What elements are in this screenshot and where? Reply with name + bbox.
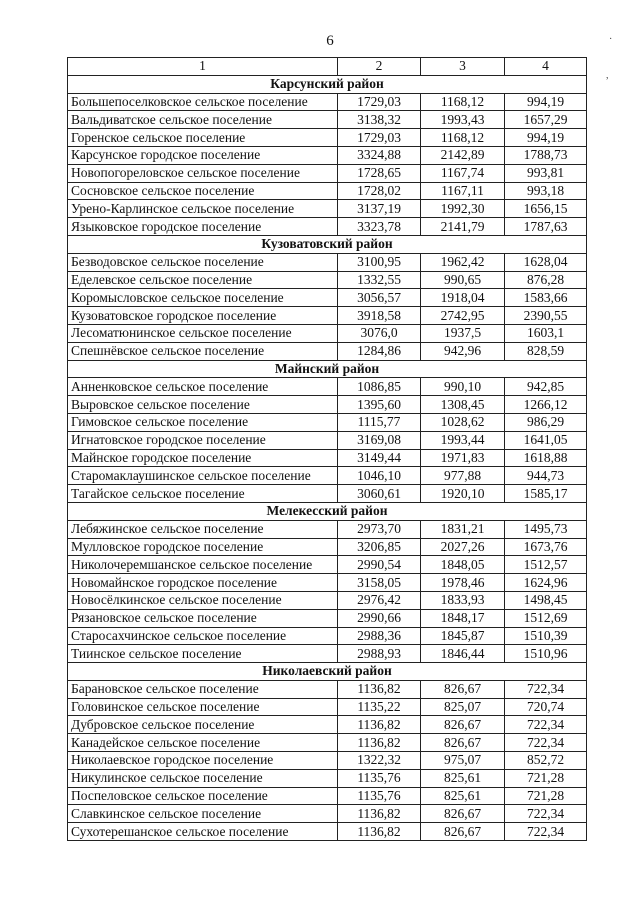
value-column-2: 3060,61 [338,485,421,503]
value-column-2: 3918,58 [338,307,421,325]
value-column-3: 825,61 [421,769,505,787]
value-column-2: 1728,65 [338,164,421,182]
table-row [68,538,587,556]
settlement-name: Еделевское сельское поселение [68,271,338,289]
value-column-4: 1656,15 [505,200,587,218]
settlement-name: Новопогореловское сельское поселение [68,164,338,182]
value-column-3: 1168,12 [421,93,505,111]
value-column-4: 1603,1 [505,324,587,342]
table-row [68,324,587,342]
table-row [68,289,587,307]
table-row [68,627,587,645]
value-column-3: 2141,79 [421,218,505,236]
value-column-3: 1833,93 [421,591,505,609]
value-column-3: 1918,04 [421,289,505,307]
settlement-name: Тагайское сельское поселение [68,485,338,503]
settlement-name: Головинское сельское поселение [68,698,338,716]
table-row [68,129,587,147]
value-column-3: 1168,12 [421,129,505,147]
settlement-name: Лесоматюнинское сельское поселение [68,324,338,342]
value-column-2: 1322,32 [338,752,421,770]
value-column-2: 1728,02 [338,182,421,200]
settlement-name: Безводовское сельское поселение [68,253,338,271]
settlement-name: Майнское городское поселение [68,449,338,467]
value-column-3: 826,67 [421,716,505,734]
value-column-4: 2390,55 [505,307,587,325]
column-number-row [68,58,587,76]
scan-speck: · [609,34,613,45]
table-row [68,805,587,823]
table-row [68,413,587,431]
value-column-3: 825,07 [421,698,505,716]
value-column-4: 1583,66 [505,289,587,307]
value-column-4: 1510,96 [505,645,587,663]
value-column-4: 944,73 [505,467,587,485]
table-row [68,556,587,574]
settlement-name: Сухотерешанское сельское поселение [68,823,338,841]
table-row [68,520,587,538]
value-column-3: 977,88 [421,467,505,485]
value-column-2: 1136,82 [338,680,421,698]
value-column-4: 722,34 [505,805,587,823]
value-column-4: 1618,88 [505,449,587,467]
district-heading-row [68,502,587,520]
table-row [68,111,587,129]
district-name: Майнский район [68,360,587,378]
value-column-3: 826,67 [421,680,505,698]
table-row [68,716,587,734]
settlement-name: Никулинское сельское поселение [68,769,338,787]
value-column-3: 826,67 [421,823,505,841]
settlement-name: Тиинское сельское поселение [68,645,338,663]
value-column-3: 1167,74 [421,164,505,182]
value-column-3: 1993,44 [421,431,505,449]
table-row [68,698,587,716]
value-column-2: 1136,82 [338,716,421,734]
value-column-4: 1512,69 [505,609,587,627]
value-column-3: 1971,83 [421,449,505,467]
value-column-2: 3149,44 [338,449,421,467]
settlement-name: Лебяжинское сельское поселение [68,520,338,538]
value-column-4: 722,34 [505,680,587,698]
value-column-3: 1028,62 [421,413,505,431]
district-name: Николаевский район [68,663,587,681]
value-column-2: 1135,22 [338,698,421,716]
value-column-4: 722,34 [505,823,587,841]
value-column-4: 1624,96 [505,574,587,592]
column-number-4: 4 [505,58,587,76]
district-name: Мелекесский район [68,502,587,520]
value-column-3: 2142,89 [421,146,505,164]
settlement-name: Канадейское сельское поселение [68,734,338,752]
value-column-4: 1585,17 [505,485,587,503]
value-column-4: 1266,12 [505,396,587,414]
value-column-2: 2988,36 [338,627,421,645]
table-row [68,253,587,271]
settlement-name: Новосёлкинское сельское поселение [68,591,338,609]
value-column-2: 1136,82 [338,805,421,823]
value-column-2: 1086,85 [338,378,421,396]
value-column-4: 721,28 [505,787,587,805]
settlement-name: Анненковское сельское поселение [68,378,338,396]
settlement-name: Дубровское сельское поселение [68,716,338,734]
settlement-name: Гимовское сельское поселение [68,413,338,431]
value-column-2: 3323,78 [338,218,421,236]
table-row [68,467,587,485]
table-row [68,591,587,609]
value-column-2: 3056,57 [338,289,421,307]
value-column-3: 1962,42 [421,253,505,271]
settlement-name: Языковское городское поселение [68,218,338,236]
value-column-4: 1510,39 [505,627,587,645]
value-column-3: 825,61 [421,787,505,805]
district-heading-row [68,235,587,253]
value-column-2: 3100,95 [338,253,421,271]
value-column-2: 1135,76 [338,769,421,787]
value-column-2: 3169,08 [338,431,421,449]
district-name: Кузоватовский район [68,235,587,253]
value-column-3: 1992,30 [421,200,505,218]
table-row [68,342,587,360]
value-column-3: 826,67 [421,734,505,752]
value-column-2: 3076,0 [338,324,421,342]
table-row [68,218,587,236]
value-column-2: 1729,03 [338,93,421,111]
settlement-name: Славкинское сельское поселение [68,805,338,823]
table-row [68,787,587,805]
value-column-2: 3158,05 [338,574,421,592]
settlement-name: Мулловское городское поселение [68,538,338,556]
table-row [68,182,587,200]
table-row [68,146,587,164]
value-column-4: 993,18 [505,182,587,200]
column-number-2: 2 [338,58,421,76]
value-column-3: 1846,44 [421,645,505,663]
value-column-2: 3206,85 [338,538,421,556]
value-column-4: 1628,04 [505,253,587,271]
value-column-4: 1787,63 [505,218,587,236]
tariff-table [67,57,587,841]
settlement-name: Спешнёвское сельское поселение [68,342,338,360]
value-column-3: 1831,21 [421,520,505,538]
value-column-2: 3137,19 [338,200,421,218]
value-column-4: 986,29 [505,413,587,431]
column-number-3: 3 [421,58,505,76]
table-row [68,271,587,289]
settlement-name: Старомаклаушинское сельское поселение [68,467,338,485]
value-column-2: 1136,82 [338,823,421,841]
settlement-name: Новомайнское городское поселение [68,574,338,592]
table-row [68,431,587,449]
table-row [68,93,587,111]
district-heading-row [68,663,587,681]
value-column-4: 942,85 [505,378,587,396]
value-column-4: 828,59 [505,342,587,360]
value-column-3: 1920,10 [421,485,505,503]
value-column-4: 1495,73 [505,520,587,538]
settlement-name: Урено-Карлинское сельское поселение [68,200,338,218]
value-column-4: 1673,76 [505,538,587,556]
value-column-4: 1498,45 [505,591,587,609]
table-row [68,734,587,752]
settlement-name: Барановское сельское поселение [68,680,338,698]
settlement-name: Карсунское городское поселение [68,146,338,164]
value-column-4: 1788,73 [505,146,587,164]
value-column-4: 720,74 [505,698,587,716]
column-number-1: 1 [68,58,338,76]
value-column-4: 1512,57 [505,556,587,574]
value-column-2: 3324,88 [338,146,421,164]
settlement-name: Вальдиватское сельское поселение [68,111,338,129]
settlement-name: Горенское сельское поселение [68,129,338,147]
value-column-3: 826,67 [421,805,505,823]
table-row [68,769,587,787]
table-row [68,307,587,325]
table-row [68,645,587,663]
settlement-name: Игнатовское городское поселение [68,431,338,449]
value-column-3: 1845,87 [421,627,505,645]
value-column-2: 2990,66 [338,609,421,627]
value-column-4: 993,81 [505,164,587,182]
table-row [68,485,587,503]
value-column-3: 942,96 [421,342,505,360]
value-column-2: 2990,54 [338,556,421,574]
value-column-4: 722,34 [505,734,587,752]
value-column-2: 1046,10 [338,467,421,485]
value-column-2: 1135,76 [338,787,421,805]
value-column-2: 1136,82 [338,734,421,752]
value-column-3: 990,10 [421,378,505,396]
district-heading-row [68,75,587,93]
settlement-name: Старосахчинское сельское поселение [68,627,338,645]
table-row [68,752,587,770]
value-column-3: 2742,95 [421,307,505,325]
value-column-3: 1978,46 [421,574,505,592]
value-column-4: 994,19 [505,93,587,111]
value-column-2: 1332,55 [338,271,421,289]
table-row [68,609,587,627]
settlement-name: Выровское сельское поселение [68,396,338,414]
value-column-3: 1848,17 [421,609,505,627]
value-column-3: 990,65 [421,271,505,289]
value-column-4: 994,19 [505,129,587,147]
settlement-name: Коромысловское сельское поселение [68,289,338,307]
table-row [68,680,587,698]
table-row [68,449,587,467]
value-column-4: 722,34 [505,716,587,734]
table-row [68,396,587,414]
value-column-3: 975,07 [421,752,505,770]
value-column-2: 2973,70 [338,520,421,538]
settlement-name: Поспеловское сельское поселение [68,787,338,805]
value-column-2: 1729,03 [338,129,421,147]
district-heading-row [68,360,587,378]
value-column-2: 1115,77 [338,413,421,431]
table-row [68,823,587,841]
value-column-4: 721,28 [505,769,587,787]
settlement-name: Большепоселковское сельское поселение [68,93,338,111]
value-column-3: 1937,5 [421,324,505,342]
value-column-2: 2988,93 [338,645,421,663]
value-column-4: 876,28 [505,271,587,289]
value-column-4: 852,72 [505,752,587,770]
value-column-3: 1167,11 [421,182,505,200]
table-row [68,574,587,592]
settlement-name: Сосновское сельское поселение [68,182,338,200]
value-column-3: 1848,05 [421,556,505,574]
table-row [68,200,587,218]
settlement-name: Николочеремшанское сельское поселение [68,556,338,574]
settlement-name: Рязановское сельское поселение [68,609,338,627]
value-column-2: 1284,86 [338,342,421,360]
table-row [68,378,587,396]
district-name: Карсунский район [68,75,587,93]
value-column-2: 3138,32 [338,111,421,129]
value-column-4: 1641,05 [505,431,587,449]
value-column-2: 1395,60 [338,396,421,414]
settlement-name: Кузоватовское городское поселение [68,307,338,325]
value-column-4: 1657,29 [505,111,587,129]
value-column-3: 1993,43 [421,111,505,129]
table-body [68,58,587,841]
value-column-2: 2976,42 [338,591,421,609]
value-column-3: 1308,45 [421,396,505,414]
value-column-3: 2027,26 [421,538,505,556]
scan-speck: , [606,70,609,81]
page-number: 6 [326,33,334,49]
table-row [68,164,587,182]
settlement-name: Николаевское городское поселение [68,752,338,770]
